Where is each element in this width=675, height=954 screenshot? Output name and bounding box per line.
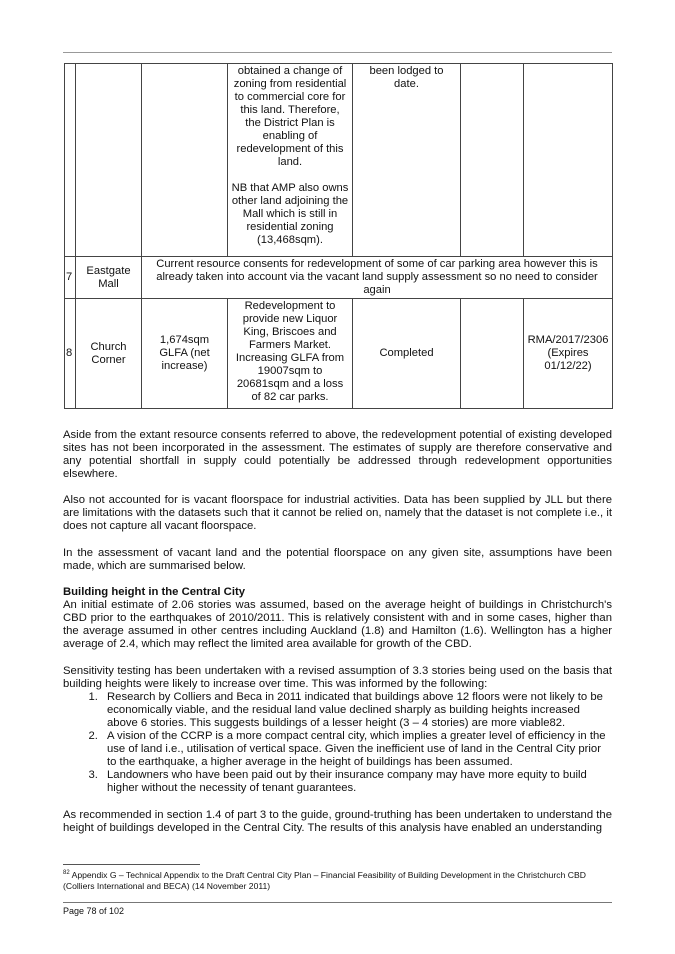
consents-table — [64, 63, 613, 409]
page-number: Page 78 of 102 — [63, 906, 125, 916]
note-lines — [232, 182, 349, 246]
list-item: 1. Research by Colliers and Beca in 2011 indicated that buildings above 12 floors were not likely to be economically viable, and the residual land value declined sharply as building heights increased above 6 stories. This suggests buildings of a lesser height (3 – 4 stories) are more viable82. — [101, 691, 612, 730]
section-heading: Building height in the Central City — [63, 586, 246, 598]
row-number: 8 — [65, 299, 76, 409]
text-line: RMA/2017/2306 — [527, 334, 609, 346]
cell-status — [353, 64, 461, 257]
footnote-rule — [63, 864, 200, 865]
text-line: (Expires — [547, 347, 589, 359]
description-lines — [236, 300, 344, 403]
text-line: Increasing GLFA from — [235, 352, 345, 364]
text-line: King, Briscoes and — [243, 326, 337, 338]
description — [228, 299, 353, 409]
footer-rule — [63, 902, 612, 903]
cell-empty-c — [461, 299, 524, 409]
row-number: 7 — [65, 257, 76, 299]
text-line: NB that AMP also owns — [231, 182, 349, 194]
text-line: obtained a change of — [237, 65, 343, 77]
text-line: zoning from residential — [233, 78, 347, 90]
text-line: GLFA (net — [159, 347, 210, 359]
list-item: 3. Landowners who have been paid out by their insurance company may have more equity to build higher without the necessity of tenant guarantees. — [101, 769, 612, 795]
text-line: land. — [277, 156, 303, 168]
paragraph-initial-estimate: An initial estimate of 2.06 stories was assumed, based on the average height of buildings in Christchurch's CBD prior to the earthquakes of 2010/2011. This is relatively consistent with and in some cases, higher than the average assumed in other centres including Auckland (1.8) and Hamilton (1.6). Wellington has a higher average of 2.4, which may reflect the limited area available for growth of the CBD. — [63, 599, 612, 650]
desc-lines — [234, 65, 347, 168]
text-line: again — [363, 284, 391, 296]
text-line: Redevelopment to — [244, 300, 336, 312]
text-line: residential zoning — [246, 221, 334, 233]
text-line: 01/12/22) — [544, 360, 592, 372]
cell-num — [65, 64, 76, 257]
text-line: Farmers Market. — [248, 339, 332, 351]
table-row-continued — [65, 64, 613, 257]
footnote-text: Appendix G – Technical Appendix to the Draft Central City Plan – Financial Feasibility of Building Development in the Christchurch CBD (Colliers International and BECA) (14 November 2011) — [63, 869, 586, 891]
gfla-lines — [159, 334, 209, 372]
footnote-marker: 82 — [63, 870, 70, 876]
paragraph-ground-truthing: As recommended in section 1.4 of part 3 to the guide, ground-truthing has been undertaken to understand the height of buildings developed in the Central City. The results of this analysis have enabled an understanding — [63, 809, 612, 834]
text-line: Eastgate — [86, 264, 131, 277]
text-line: of 82 car parks. — [251, 391, 329, 403]
table-row-8 — [65, 299, 613, 409]
list-item: 2. A vision of the CCRP is a more compact central city, which implies a greater level of efficiency in the use of land i.e., utilisation of vertical space. Given the inefficient use of land in the Central City prior to the earthquake, a higher average in the height of buildings has been assumed. — [101, 730, 612, 769]
site-name-lines — [86, 265, 130, 290]
text-line: 1,674sqm — [159, 334, 210, 346]
status: Completed — [353, 299, 461, 409]
site-name-lines — [90, 341, 126, 366]
text-line: Mall which is still in — [242, 208, 338, 220]
table-row-7 — [65, 257, 613, 299]
consent-lines — [528, 334, 609, 372]
gfla-value — [142, 299, 228, 409]
paragraph-industrial-floorspace: Also not accounted for is vacant floorspace for industrial activities. Data has been supplied by JLL but there are limitations with the datasets such that it cannot be relied on, namely that the dataset is not complete i.e., it does not capture all vacant floorspace. — [63, 494, 612, 532]
text-line: 20681sqm and a loss — [236, 378, 344, 390]
cell-empty-b — [524, 64, 613, 257]
cell-empty-a — [461, 64, 524, 257]
text-line: (13,468sqm). — [257, 234, 323, 246]
text-line: Mall — [98, 277, 119, 290]
assumption-list — [63, 691, 612, 795]
consent-ref — [524, 299, 613, 409]
text-line: been lodged to — [369, 65, 444, 77]
footnote — [63, 868, 612, 892]
text-line: Corner — [91, 353, 126, 366]
cell-gfla — [142, 64, 228, 257]
text-line: Current resource consents for redevelopment of some of car parking area however this is — [156, 258, 598, 270]
header-rule — [63, 52, 612, 53]
site-name — [76, 257, 142, 299]
paragraph-assumptions: In the assessment of vacant land and the potential floorspace on any given site, assumptions have been made, which are summarised below. — [63, 547, 612, 572]
cell-description — [228, 64, 353, 257]
paragraph-sensitivity: Sensitivity testing has been undertaken with a revised assumption of 3.3 stories being used on the basis that building heights were likely to increase over time. This was informed by the following: — [63, 665, 612, 690]
text-line: increase) — [161, 360, 208, 372]
text-line: enabling of — [262, 130, 318, 142]
paragraph-extant-consents: Aside from the extant resource consents referred to above, the redevelopment potential of existing developed sites has not been incorporated in the assessment. The estimates of supply are therefore conservative and any potential shortfall in supply could potentially be addressed through redevelopment opportunities elsewhere. — [63, 429, 612, 480]
merged-note-lines — [156, 258, 598, 296]
text-line: this land. Therefore, — [240, 104, 340, 116]
text-line: already taken into account via the vacant land supply assessment so no need to consider — [156, 271, 598, 283]
text-line: redevelopment of this — [236, 143, 344, 155]
text-line: 19007sqm to — [257, 365, 323, 377]
text-line: to commercial core for — [234, 91, 346, 103]
merged-note — [142, 257, 613, 299]
site-name — [76, 299, 142, 409]
text-line: date. — [394, 78, 419, 90]
text-line: other land adjoining the — [231, 195, 349, 207]
cell-name — [76, 64, 142, 257]
text-line: Church — [90, 340, 127, 353]
text-line: provide new Liquor — [242, 313, 338, 325]
status-lines — [369, 65, 443, 90]
text-line: the District Plan is — [245, 117, 335, 129]
